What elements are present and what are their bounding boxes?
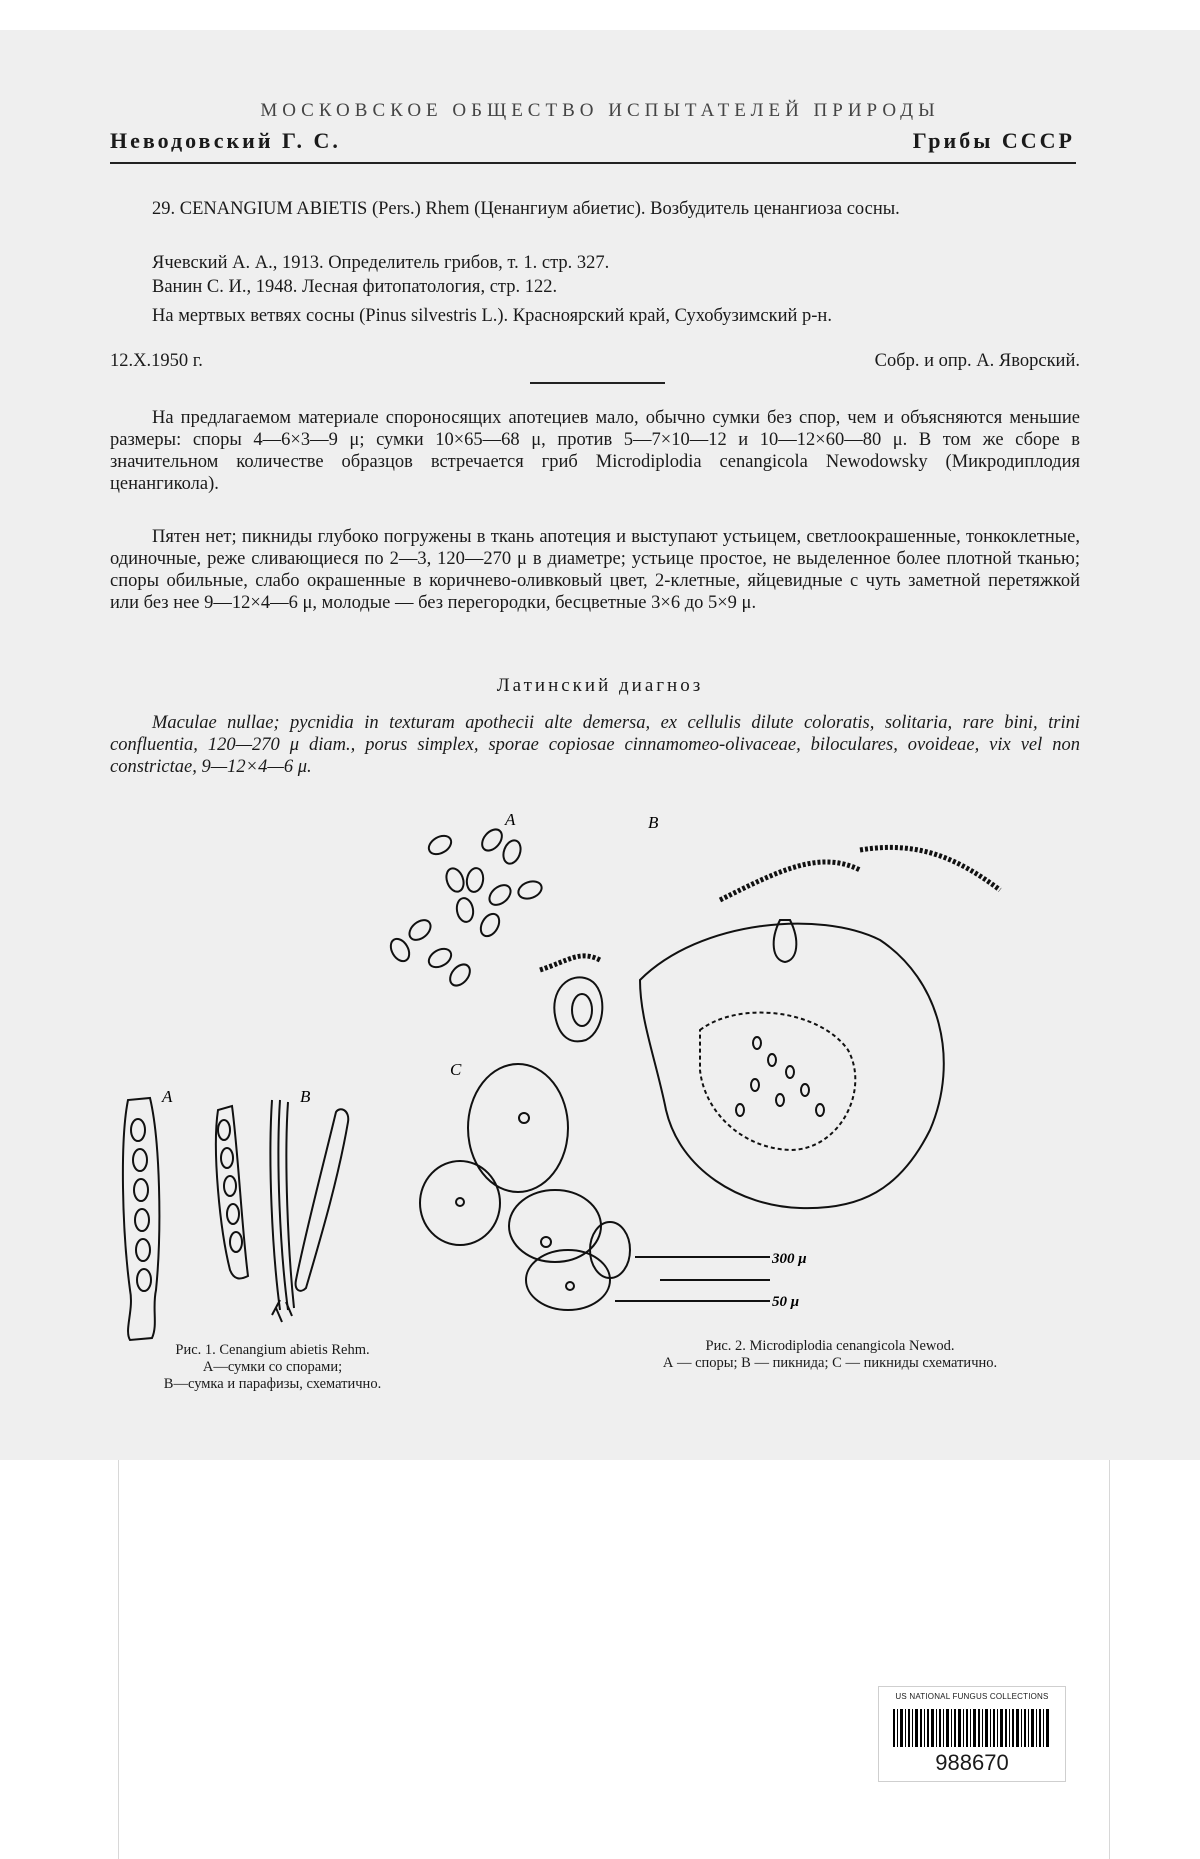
fig1-asci-drawing — [123, 1098, 348, 1340]
caption-2-legend: А — споры; В — пикнида; С — пикниды схематично. — [662, 1355, 998, 1371]
reference-1: Ячевский А. А., 1913. Определитель грибов, т. 1. стр. 327. — [152, 253, 610, 273]
note-paragraph-1: На предлагаемом материале спороносящих апотециев мало, обычно сумки без спор, чем и объясняются меньшие размеры: споры 4—6×3—9 μ; сумки 10×65—68 μ, против 5—7×10—12 и 10—12×60—80 μ. В том же сборе в значительном количестве образцов встречается гриб Microdiplodia cenangicola Newodowsky (Микродиплодия ценангикола). — [110, 408, 1080, 494]
barcode-institution: US NATIONAL FUNGUS COLLECTIONS — [895, 1692, 1049, 1701]
series-title: Грибы СССР — [912, 128, 1075, 153]
caption-1-line-b: В—сумка и парафизы, схематично. — [163, 1376, 382, 1392]
header-rule — [110, 162, 1076, 164]
figure-1-caption — [100, 1342, 445, 1393]
caption-1-title: Рис. 1. Cenangium abietis Rehm. — [175, 1342, 370, 1358]
fig1-label-a: А — [162, 1087, 173, 1106]
fig2-label-b: B — [648, 813, 659, 832]
figure-2-caption — [580, 1338, 1080, 1372]
scale-label-300: 300 μ — [772, 1251, 807, 1267]
latin-diagnosis: Maculae nullae; pycnidia in texturam apothecii alte demersa, ex cellulis dilute coloratis, solitaria, rare bini, trini confluentia, 120—270 μ diam., porus simplex, sporae copiosae cinnamomeo-olivaceae, biloculares, ovoideae, vix vel non constrictae, 9—12×4—6 μ. — [110, 713, 1080, 777]
species-title: 29. CENANGIUM ABIETIS (Pers.) Rhem (Ценангиум абиетис). Возбудитель ценангиоза сосны. — [152, 199, 900, 219]
fig2-label-a: A — [505, 810, 516, 829]
collector: Собр. и опр. А. Яворский. — [874, 351, 1080, 371]
fig1-label-b: В — [300, 1087, 311, 1106]
caption-1-line-a: А—сумки со спорами; — [202, 1359, 343, 1375]
separator-rule — [530, 382, 665, 384]
fig2-pycnidium-drawing — [540, 847, 1000, 1208]
fig2-label-c: C — [450, 1060, 462, 1079]
fig2-pycnidia-schematic — [420, 1064, 630, 1310]
collection-date: 12.X.1950 г. — [110, 351, 203, 371]
author-name: Неводовский Г. С. — [110, 128, 341, 153]
reference-2: Ванин С. И., 1948. Лесная фитопатология, стр. 122. — [152, 277, 558, 297]
fig2-spores-drawing — [387, 826, 544, 990]
barcode-number: 988670 — [935, 1750, 1009, 1775]
society-heading: МОСКОВСКОЕ ОБЩЕСТВО ИСПЫТАТЕЛЕЙ ПРИРОДЫ — [260, 100, 940, 121]
latin-heading: Латинский диагноз — [496, 675, 704, 696]
figure-plate — [100, 810, 1160, 1380]
scale-label-50: 50 μ — [772, 1294, 800, 1310]
scale-bars — [615, 1257, 770, 1301]
note-paragraph-2: Пятен нет; пикниды глубоко погружены в ткань апотеция и выступают устьицем, светлоокрашенные, тонкоклетные, одиночные, реже сливающиеся по 2—3, 120—270 μ в диаметре; устьице простое, не выделенное более плотной тканью; споры обильные, слабо окрашенные в коричнево-оливковый цвет, 2-клетные, яйцевидные с чуть заметной перетяжкой или без нее 9—12×4—6 μ, молодые — без перегородки, бесцветные 3×6 до 5×9 μ. — [110, 527, 1080, 613]
barcode-icon — [893, 1709, 1051, 1747]
substrate-locality: На мертвых ветвях сосны (Pinus silvestris L.). Красноярский край, Сухобузимский р-н. — [152, 306, 832, 326]
barcode-label — [878, 1686, 1066, 1782]
herbarium-paper — [118, 1460, 1110, 1859]
caption-2-title: Рис. 2. Microdiplodia cenangicola Newod. — [705, 1338, 955, 1354]
